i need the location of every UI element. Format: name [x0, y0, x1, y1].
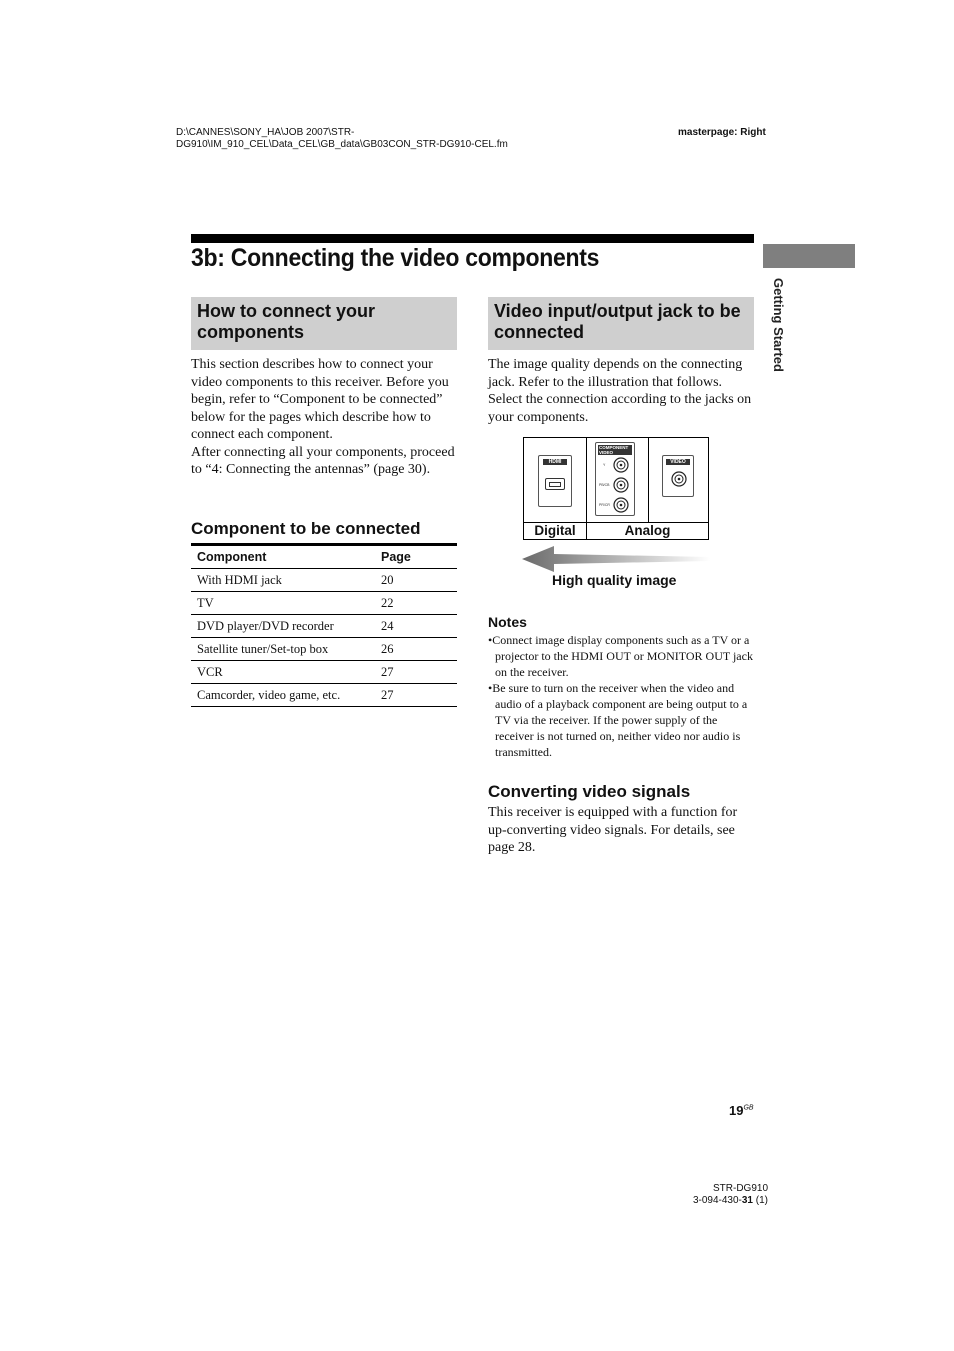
page-number-value: 19 — [729, 1103, 744, 1118]
hdmi-port-icon — [545, 478, 565, 490]
converting-subheading: Converting video signals — [488, 782, 691, 801]
table-cell: With HDMI jack — [191, 569, 375, 592]
component-label: COMPONENT VIDEO — [598, 445, 632, 455]
table-row — [191, 592, 457, 615]
table-cell: 26 — [375, 638, 457, 661]
component-jacks-icon — [596, 455, 634, 515]
page-number-suffix: GB — [743, 1104, 754, 1112]
quality-arrow-icon — [522, 544, 712, 574]
video-label: VIDEO — [666, 459, 690, 465]
model-number: STR-DG910 — [712, 1183, 768, 1194]
table-row — [191, 638, 457, 661]
table-cell: Camcorder, video game, etc. — [191, 684, 375, 707]
hdmi-label: HDMI — [543, 459, 567, 465]
note-text: Connect image display components such as a TV or a projector to the HDMI OUT or MONITOR OUT jack on the receiver. — [492, 633, 753, 679]
video-jack-heading — [488, 297, 754, 350]
component-subheading: Component to be connected — [191, 519, 421, 538]
table-cell: 27 — [375, 661, 457, 684]
model-footer — [683, 1183, 768, 1207]
table-cell: 24 — [375, 615, 457, 638]
table-row — [191, 615, 457, 638]
hdmi-panel — [538, 455, 572, 507]
component-table — [191, 543, 457, 707]
intro-paragraph-1: This section describes how to connect your video components to this receiver. Before you begin, refer to “Component to be connected” below for the pages which describe how to connect each component. — [191, 357, 449, 442]
code-prefix: 3-094-430- — [692, 1195, 742, 1206]
note-item: •Be sure to turn on the receiver when the video and audio of a playback component are being output to a TV via the receiver. If the power supply of the receiver is not turned on, neither video nor audio is transmitted. — [488, 681, 748, 759]
table-header-component: Component — [191, 545, 375, 569]
section-tab — [763, 244, 855, 268]
how-to-connect-heading — [191, 297, 457, 350]
page-title: 3b: Connecting the video components — [191, 244, 600, 272]
title-rule — [191, 234, 754, 243]
table-row — [191, 684, 457, 707]
intro-text — [191, 356, 457, 479]
video-jack-icon — [670, 470, 688, 488]
page-number — [729, 1103, 754, 1118]
table-cell: VCR — [191, 661, 375, 684]
notes-heading: Notes — [488, 614, 527, 630]
how-to-connect-heading-text: How to connect your components — [197, 301, 376, 342]
digital-label: Digital — [534, 523, 576, 538]
table-cell: 22 — [375, 592, 457, 615]
table-row — [191, 661, 457, 684]
analog-label: Analog — [624, 523, 671, 538]
table-row — [191, 569, 457, 592]
file-path-header: D:\CANNES\SONY_HA\JOB 2007\STR-DG910\IM_910_CEL\Data_CEL\GB_data\GB03CON_STR-DG910-CEL.fm — [176, 127, 508, 150]
table-cell: TV — [191, 592, 375, 615]
component-panel — [595, 442, 635, 516]
table-header-row — [191, 545, 457, 569]
high-quality-label: High quality image — [552, 572, 677, 588]
code-bold: 31 — [741, 1195, 753, 1206]
notes-list — [488, 632, 756, 760]
jack-diagram — [523, 437, 709, 540]
intro-paragraph-2: After connecting all your components, proceed to “4: Connecting the antennas” (page 30). — [191, 444, 455, 477]
code-suffix: (1) — [753, 1195, 768, 1206]
video-panel — [662, 455, 694, 497]
diagram-divider — [648, 438, 649, 522]
table-cell: 27 — [375, 684, 457, 707]
jack-pr-label: PR/CR — [599, 503, 610, 507]
converting-paragraph: This receiver is equipped with a function for up-converting video signals. For details, see page 28. — [488, 805, 738, 855]
table-cell: 20 — [375, 569, 457, 592]
section-tab-label: Getting Started — [771, 278, 786, 372]
video-jack-paragraph: The image quality depends on the connecting jack. Refer to the illustration that follows. Select the connection according to the jacks on your components. — [488, 357, 752, 425]
jack-y-label: Y — [603, 463, 606, 467]
table-cell: Satellite tuner/Set-top box — [191, 638, 375, 661]
jack-pb-label: PB/CB — [599, 483, 610, 487]
table-header-page: Page — [375, 545, 457, 569]
masterpage-label: masterpage: Right — [678, 127, 766, 138]
document-code — [683, 1195, 768, 1207]
table-cell: DVD player/DVD recorder — [191, 615, 375, 638]
note-item: •Connect image display components such as a TV or a projector to the HDMI OUT or MONITOR OUT jack on the receiver. — [488, 633, 753, 679]
note-text: Be sure to turn on the receiver when the video and audio of a playback component are being output to a TV via the receiver. If the power supply of the receiver is not turned on, neither video nor audio is transmitted. — [492, 681, 748, 759]
video-jack-heading-text: Video input/output jack to be connected — [494, 301, 741, 342]
